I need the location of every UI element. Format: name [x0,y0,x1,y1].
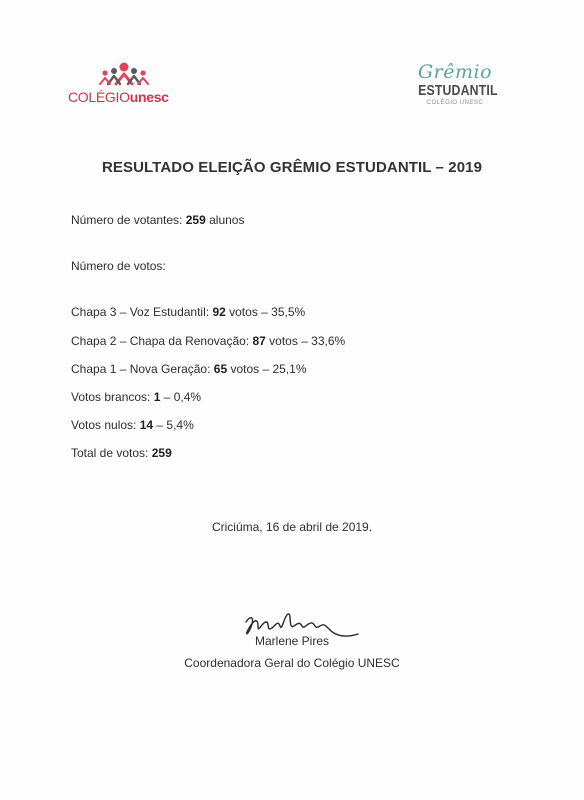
votes-heading: Número de votos: [71,259,166,273]
signer-role: Coordenadora Geral do Colégio UNESC [184,656,400,670]
result-line: Votos brancos: 1 – 0,4% [71,390,202,404]
result-line: Votos nulos: 14 – 5,4% [71,418,194,432]
result-line: Chapa 1 – Nova Geração: 65 votos – 25,1% [71,362,307,376]
logo-sub-text: COLÉGIO UNESC [426,100,484,106]
logo-main-text: ESTUDANTIL [418,82,498,99]
logo-script-text: Grêmio [417,61,493,83]
colegio-unesc-logo [68,62,178,108]
gremio-estudantil-logo [410,62,500,120]
colegio-unesc-wordmark: COLÉGIOunesc [68,89,169,105]
people-group-icon [94,62,154,88]
total-votes-line: Total de votos: 259 [71,446,172,460]
signer-name: Marlene Pires [254,634,330,648]
voters-line: Número de votantes: 259 alunos [71,213,245,227]
result-line: Chapa 3 – Voz Estudantil: 92 votos – 35,5% [71,305,306,319]
result-line: Chapa 2 – Chapa da Renovação: 87 votos – 33,6% [71,334,346,348]
page-title: RESULTADO ELEIÇÃO GRÊMIO ESTUDANTIL – 2019 [101,159,483,176]
date-line: Criciúma, 16 de abril de 2019. [211,520,373,534]
